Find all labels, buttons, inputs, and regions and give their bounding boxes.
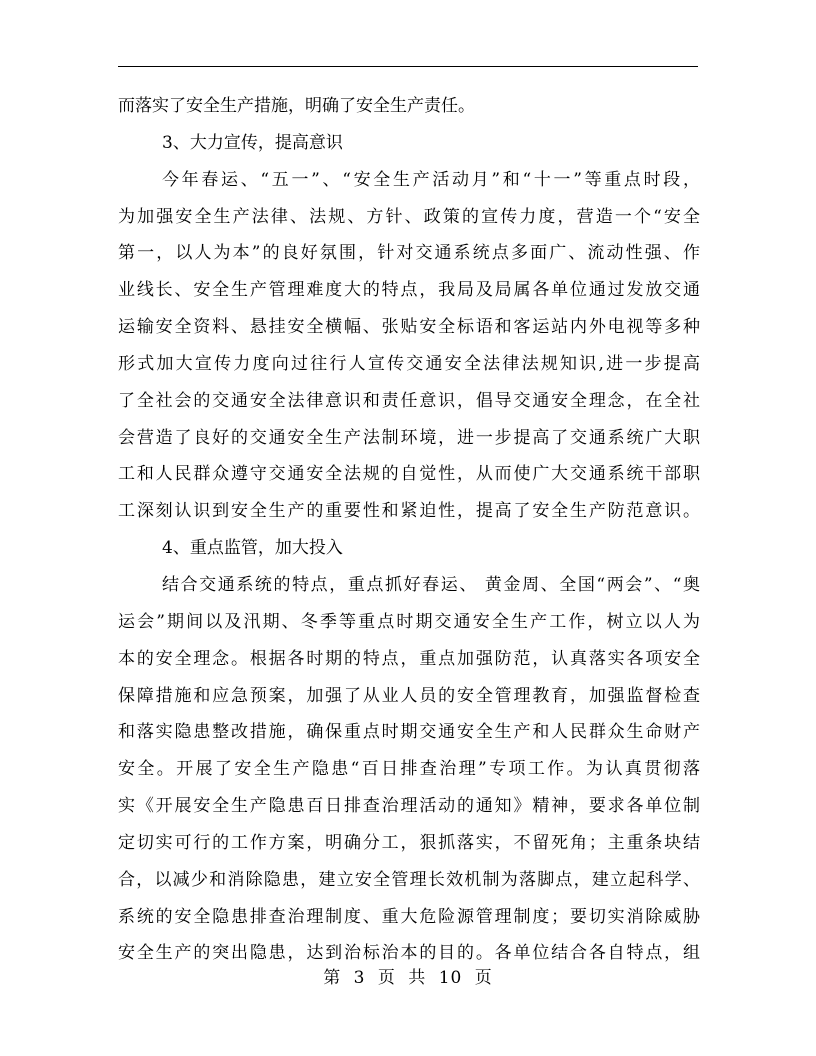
footer-suffix: 页 — [474, 968, 493, 988]
footer-total-word: 共 — [408, 968, 427, 988]
text-line: 为加强安全生产法律、法规、方针、政策的宣传力度，营造一个“安全 — [118, 206, 700, 227]
text-line: 安全生产的突出隐患，达到治标治本的目的。各单位结合各自特点，组 — [118, 943, 700, 964]
text-line: 工深刻认识到安全生产的重要性和紧迫性，提高了安全生产防范意识。 — [118, 501, 700, 522]
text-line: 运会”期间以及汛期、冬季等重点时期交通安全生产工作，树立以人为 — [118, 611, 700, 632]
footer-total-pages: 10 — [438, 968, 463, 988]
text-line: 今年春运、“五一”、“安全生产活动月”和“十一”等重点时段， — [162, 169, 700, 190]
text-line: 本的安全理念。根据各时期的特点，重点加强防范，认真落实各项安全 — [118, 648, 700, 669]
text-line: 结合交通系统的特点，重点抓好春运、 黄金周、全国“两会”、“奥 — [162, 574, 700, 595]
document-body — [118, 88, 700, 972]
header-rule — [118, 66, 698, 67]
footer-current-page: 3 — [353, 968, 366, 988]
footer-prefix: 第 — [323, 968, 342, 988]
text-line: 保障措施和应急预案，加强了从业人员的安全管理教育，加强监督检查 — [118, 685, 700, 706]
text-line: 会营造了良好的交通安全生产法制环境，进一步提高了交通系统广大职 — [118, 427, 700, 448]
text-line: 实《开展安全生产隐患百日排查治理活动的通知》精神，要求各单位制 — [118, 796, 700, 817]
footer-page-word: 页 — [377, 968, 396, 988]
text-line: 定切实可行的工作方案，明确分工，狠抓落实，不留死角；主重条块结 — [118, 832, 700, 853]
text-line: 形式加大宣传力度向过往行人宣传交通安全法律法规知识,进一步提高 — [118, 353, 700, 374]
text-line: 运输安全资料、悬挂安全横幅、张贴安全标语和客运站内外电视等多种 — [118, 317, 700, 338]
text-line: 而落实了安全生产措施，明确了安全生产责任。 — [118, 96, 475, 116]
text-line: 合，以减少和消除隐患，建立安全管理长效机制为落脚点，建立起科学、 — [118, 869, 700, 890]
text-line: 和落实隐患整改措施，确保重点时期交通安全生产和人民群众生命财产 — [118, 722, 700, 743]
page-footer — [0, 966, 816, 990]
section-heading: 4、重点监管，加大投入 — [162, 538, 343, 559]
text-line: 工和人民群众遵守交通安全法规的自觉性，从而使广大交通系统干部职 — [118, 464, 700, 485]
text-line: 了全社会的交通安全法律意识和责任意识，倡导交通安全理念，在全社 — [118, 390, 700, 411]
text-line: 系统的安全隐患排查治理制度、重大危险源管理制度；要切实消除威胁 — [118, 906, 700, 927]
text-line: 第一，以人为本”的良好氛围，针对交通系统点多面广、流动性强、作 — [118, 243, 700, 264]
text-line: 业线长、安全生产管理难度大的特点，我局及局属各单位通过发放交通 — [118, 280, 700, 301]
text-line: 安全。开展了安全生产隐患“百日排查治理”专项工作。为认真贯彻落 — [118, 759, 700, 780]
section-heading: 3、大力宣传，提高意识 — [162, 132, 343, 153]
